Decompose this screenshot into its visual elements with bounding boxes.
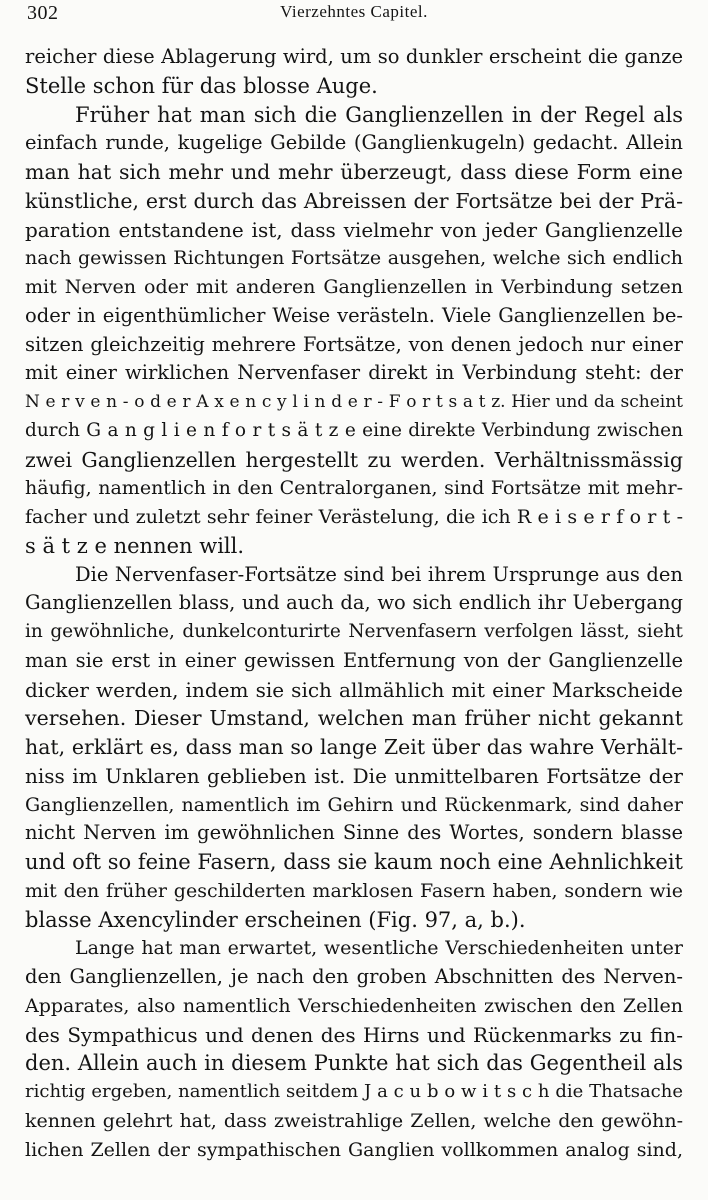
text-line: künstliche, erst durch das Abreissen der Fortsätze bei der Prä-: [25, 188, 683, 213]
text-line: durch G a n g l i e n f o r t s ä t z e eine direkte Verbindung zwischen: [25, 419, 683, 441]
text-line: blasse Axencylinder erscheinen (Fig. 97, a, b.).: [25, 907, 526, 932]
text-line: lichen Zellen der sympathischen Ganglien vollkommen analog sind,: [25, 1138, 683, 1161]
text-line: man hat sich mehr und mehr überzeugt, dass diese Form eine: [25, 160, 683, 184]
text-line: häufig, namentlich in den Centralorganen, sind Fortsätze mit mehr-: [25, 477, 683, 500]
text-line: N e r v e n - o d e r A x e n c y l i n d e r - F o r t s a t z. Hier und da scheint: [25, 392, 683, 412]
text-line: Ganglienzellen blass, und auch da, wo sich endlich ihr Uebergang: [25, 591, 683, 615]
text-line: Lange hat man erwartet, wesentliche Verschiedenheiten unter: [75, 937, 683, 960]
text-line: einfach runde, kugelige Gebilde (Ganglienkugeln) gedacht. Allein: [25, 131, 683, 155]
text-line: den Ganglienzellen, je nach den groben Abschnitten des Nerven-: [25, 965, 683, 988]
text-line: paration entstandene ist, dass vielmehr von jeder Ganglienzelle: [25, 217, 683, 242]
text-line: facher und zuletzt sehr feiner Verästelung, die ich R e i s e r f o r t -: [25, 506, 683, 528]
text-line: mit Nerven oder mit anderen Ganglienzellen in Verbindung setzen: [25, 276, 683, 298]
running-head: Vierzehntes Capitel.: [280, 2, 428, 21]
text-line: Apparates, also namentlich Verschiedenheiten zwischen den Zellen: [25, 994, 683, 1017]
text-line: Ganglienzellen, namentlich im Gehirn und Rückenmark, sind daher: [25, 793, 683, 816]
text-line: man sie erst in einer gewissen Entfernung von der Ganglienzelle: [25, 648, 683, 672]
text-line: mit einer wirklichen Nervenfaser direkt in Verbindung steht: der: [25, 361, 683, 385]
text-line: sitzen gleichzeitig mehrere Fortsätze, von denen jedoch nur einer: [25, 332, 683, 356]
text-line: oder in eigenthümlicher Weise verästeln. Viele Ganglienzellen be-: [25, 303, 683, 327]
text-line: den. Allein auch in diesem Punkte hat sich das Gegentheil als: [25, 1051, 683, 1076]
text-line: niss im Unklaren geblieben ist. Die unmittelbaren Fortsätze der: [25, 763, 683, 788]
text-line: versehen. Dieser Umstand, welchen man früher nicht gekannt: [25, 706, 683, 731]
text-line: und oft so feine Fasern, dass sie kaum noch eine Aehnlichkeit: [25, 850, 683, 874]
text-line: Die Nervenfaser-Fortsätze sind bei ihrem Ursprunge aus den: [75, 562, 683, 586]
text-line: kennen gelehrt hat, dass zweistrahlige Zellen, welche den gewöhn-: [25, 1109, 683, 1132]
page-number: 302: [27, 2, 59, 24]
text-line: hat, erklärt es, dass man so lange Zeit über das wahre Verhält-: [25, 735, 683, 759]
text-line: mit den früher geschilderten marklosen Fasern haben, sondern wie: [25, 879, 683, 902]
text-line: s ä t z e nennen will.: [25, 533, 245, 558]
text-line: zwei Ganglienzellen hergestellt zu werden. Verhältnissmässig: [25, 447, 683, 472]
text-line: des Sympathicus und denen des Hirns und Rückenmarks zu fin-: [25, 1022, 683, 1047]
text-line: reicher diese Ablagerung wird, um so dunkler erscheint die ganze: [25, 45, 683, 68]
text-line: nicht Nerven im gewöhnlichen Sinne des Wortes, sondern blasse: [25, 821, 683, 845]
text-line: Früher hat man sich die Ganglienzellen in der Regel als: [75, 102, 683, 127]
text-line: nach gewissen Richtungen Fortsätze ausgehen, welche sich endlich: [25, 247, 683, 270]
text-line: Stelle schon für das blosse Auge.: [25, 73, 378, 98]
text-line: richtig ergeben, namentlich seitdem J a c u b o w i t s c h die Thatsache: [25, 1081, 683, 1102]
text-line: dicker werden, indem sie sich allmählich mit einer Markscheide: [25, 677, 683, 702]
text-line: in gewöhnliche, dunkelconturirte Nervenfasern verfolgen lässt, sieht: [25, 621, 683, 642]
